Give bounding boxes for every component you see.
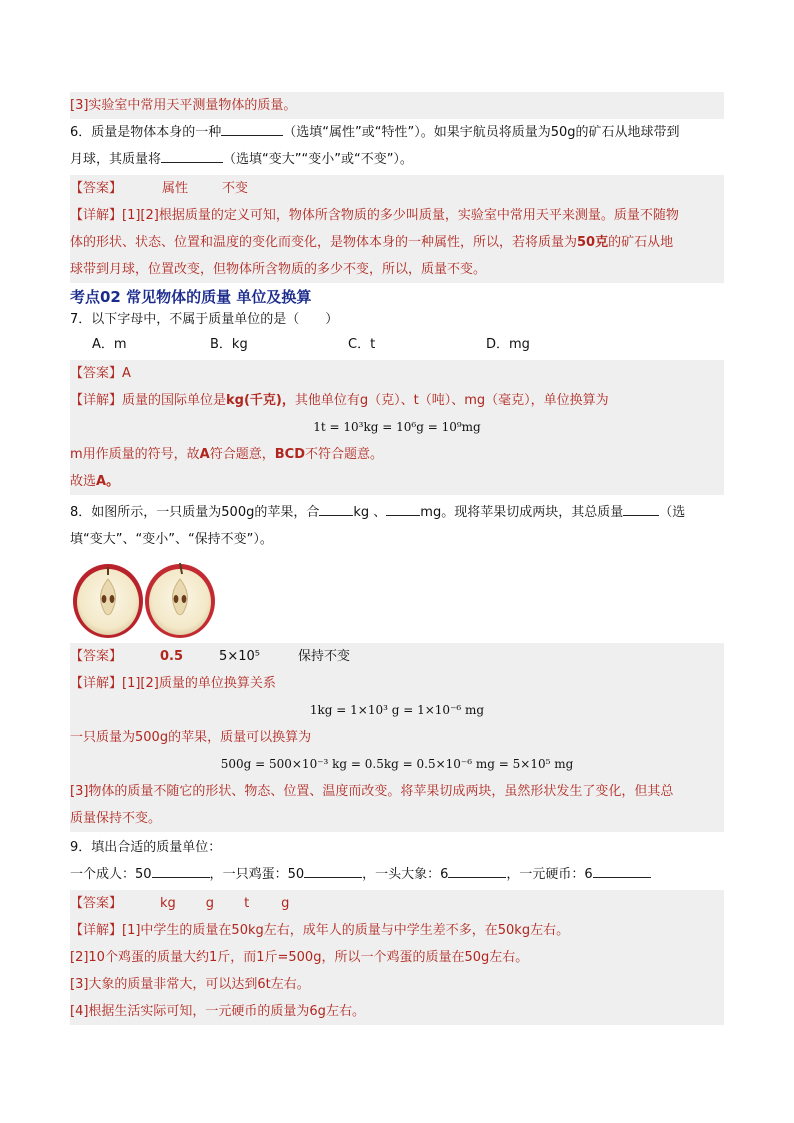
q7-detail-text: 质量的国际单位是 (122, 393, 227, 408)
q9-answer (70, 890, 724, 917)
q7-option-b: B．kg (210, 337, 248, 352)
q7-detail-text: m用作质量的符号，故 (70, 447, 200, 462)
q7-detail-text: 不符合题意。 (305, 447, 384, 462)
q8-detail-line3 (70, 778, 724, 805)
q8-answer (70, 643, 724, 670)
q6-detail-line3 (70, 256, 724, 283)
q8-answer-1: 0.5 (160, 649, 184, 664)
q8-stem-line2: 填“变大”、“变小”、“保持不变”）。 (70, 532, 273, 547)
q7-answer-value: A (122, 366, 131, 381)
q9-items (70, 861, 724, 888)
q6-answer (70, 175, 724, 202)
q7-detail-line1 (70, 387, 724, 414)
q8-detail-text: 质量保持不变。 (70, 811, 162, 826)
q9-sep: ， (506, 867, 520, 882)
q8-stem-text: 8．如图所示，一只质量为 (70, 505, 222, 520)
detail-tag: 【详解】 (70, 676, 123, 691)
q9-detail-text: [1]中学生的质量在50kg左右，成年人的质量与中学生差不多，在50kg左右。 (122, 923, 570, 938)
q5-detail-3-text: [3]实验室中常用天平测量物体的质量。 (70, 98, 297, 113)
detail-tag: 【详解】 (70, 208, 123, 223)
q6-detail-text: 的矿石从地 (608, 235, 674, 250)
q9-item-elephant: 一头大象：6 (375, 867, 449, 882)
q8-stem-mass: 500g (221, 505, 255, 520)
q8-detail-text: [1][2]质量的单位换算关系 (122, 676, 276, 691)
q9-detail-line4 (70, 998, 724, 1025)
q7-detail-option: A (199, 447, 210, 462)
q7-detail-units: g（克）、t（吨）、mg（毫克）， (359, 393, 544, 408)
q6-stem-text: （选填“属性”或“特性”）。如果宇航员将质量为 (283, 125, 551, 140)
q9-detail (70, 917, 724, 1025)
q8-detail-line2 (70, 724, 724, 751)
q8-blank-1 (319, 501, 353, 516)
q7-conclusion-option: A。 (96, 474, 120, 489)
q6-detail-text: 球带到月球，位置改变，但物体所含物质的多少不变，所以，质量不变。 (70, 262, 487, 277)
q7-detail (70, 387, 724, 495)
q9-blank-4 (593, 863, 651, 878)
q7-option-a: A．m (92, 337, 127, 352)
detail-tag: 【详解】 (70, 393, 123, 408)
q7-detail-unit: kg(千克)， (226, 393, 295, 408)
q7-detail-text: 单位换算为 (543, 393, 609, 408)
q9-answer-1: kg (160, 896, 176, 911)
q9-blank-1 (152, 863, 210, 878)
q8-blank-3 (623, 501, 659, 516)
q6-blank-2 (161, 148, 223, 163)
q8-stem-line1 (70, 499, 724, 526)
q6-answer-2: 不变 (222, 181, 249, 196)
q8-detail-line4 (70, 805, 724, 832)
q9-detail-text: [2]10个鸡蛋的质量大约1斤，而1斤=500g，所以一个鸡蛋的质量在50g左右。 (70, 950, 529, 965)
q7-option-c: C．t (348, 337, 376, 352)
q7-conclusion-text: 故选 (70, 474, 97, 489)
q9-answer-4: g (281, 896, 290, 911)
document-page (70, 92, 724, 1025)
q8-blank-2 (386, 501, 420, 516)
q8-stem-text: kg 、 (353, 505, 387, 520)
q6-blank-1 (221, 121, 283, 136)
q7-option-d: D．mg (486, 337, 530, 352)
q7-answer (70, 360, 724, 387)
q6-stem-text: 6．质量是物体本身的一种 (70, 125, 222, 140)
q8-detail-line1 (70, 670, 724, 697)
q8-stem-text: （选 (659, 505, 686, 520)
q8-stem-text: 的苹果，合 (254, 505, 320, 520)
q8-detail-text: [3]物体的质量不随它的形状、物态、位置、温度而改变。将苹果切成两块，虽然形状发生了变化，但其总 (70, 784, 674, 799)
q8-detail (70, 670, 724, 832)
q7-conclusion (70, 468, 724, 495)
halved-apple-image (70, 559, 220, 641)
q9-detail-line2 (70, 944, 724, 971)
q9-item-egg: 一只鸡蛋：50 (222, 867, 305, 882)
q9-answer-3: t (244, 896, 250, 911)
q9-blank-2 (304, 863, 362, 878)
q6-stem-line1 (70, 119, 724, 146)
q6-detail-text: [1][2]根据质量的定义可知，物体所含物质的多少叫质量，实验室中常用天平来测量。质量不随物 (122, 208, 679, 223)
q9-answer-2: g (205, 896, 215, 911)
answer-tag: 【答案】 (70, 366, 123, 381)
q9-item-adult: 一个成人：50 (70, 867, 152, 882)
q8-answer-3: 保持不变 (297, 649, 350, 664)
q6-detail-line2 (70, 229, 724, 256)
q6-stem-line2 (70, 146, 724, 173)
q6-stem-text: 的矿石从地球带到 (575, 125, 680, 140)
q8-formula-1: 1kg = 1×10³ g = 1×10⁻⁶ mg (309, 703, 485, 717)
q7-detail-line2 (70, 441, 724, 468)
apple-half-left (73, 564, 143, 638)
q8-stem-text: mg。现将苹果切成两块，其总质量 (420, 505, 624, 520)
answer-tag: 【答案】 (70, 181, 123, 196)
q6-detail-mass: 50克 (577, 235, 609, 250)
section-heading: 考点02 常见物体的质量 单位及换算 (70, 288, 312, 306)
q9-detail-text: [3]大象的质量非常大，可以达到6t左右。 (70, 977, 310, 992)
q6-stem-mass: 50g (550, 125, 576, 140)
q9-blank-3 (448, 863, 506, 878)
q9-stem: 9．填出合适的质量单位： (70, 840, 222, 855)
q8-formula-2: 500g = 500×10⁻³ kg = 0.5kg = 0.5×10⁻⁶ mg = 5×10⁵ mg (220, 757, 574, 771)
q6-detail-line1 (70, 202, 724, 229)
q6-answer-1: 属性 (162, 181, 189, 196)
q8-detail-text: 一只质量为500g的苹果，质量可以换算为 (70, 730, 312, 745)
q7-detail-text: 其他单位有 (294, 393, 360, 408)
detail-tag: 【详解】 (70, 923, 123, 938)
q6-detail (70, 202, 724, 283)
q8-answer-2: 5×10⁵ (219, 649, 260, 664)
q6-detail-text: 体的形状、状态、位置和温度的变化而变化，是物体本身的一种属性，所以，若将质量为 (70, 235, 578, 250)
q7-detail-option: BCD (274, 447, 305, 462)
answer-tag: 【答案】 (70, 649, 123, 664)
q7-options (70, 331, 724, 358)
apple-half-right (145, 563, 215, 638)
answer-tag: 【答案】 (70, 896, 123, 911)
q6-stem-text: 月球，其质量将 (70, 152, 162, 167)
q9-detail-text: [4]根据生活实际可知，一元硬币的质量为6g左右。 (70, 1004, 365, 1019)
q7-formula: 1t = 10³kg = 10⁶g = 10⁹mg (313, 420, 481, 434)
q9-sep: ， (362, 867, 376, 882)
q5-detail-3 (70, 92, 724, 119)
q9-detail-line1 (70, 917, 724, 944)
q9-sep: ， (209, 867, 223, 882)
apple-figure (70, 553, 724, 643)
q7-stem: 7．以下字母中，不属于质量单位的是（ ） (70, 312, 339, 327)
q6-stem-text: （选填“变大”“变小”或“不变”）。 (223, 152, 413, 167)
q7-detail-text: 符合题意， (209, 447, 275, 462)
q9-detail-line3 (70, 971, 724, 998)
q9-item-coin: 一元硬币：6 (519, 867, 593, 882)
